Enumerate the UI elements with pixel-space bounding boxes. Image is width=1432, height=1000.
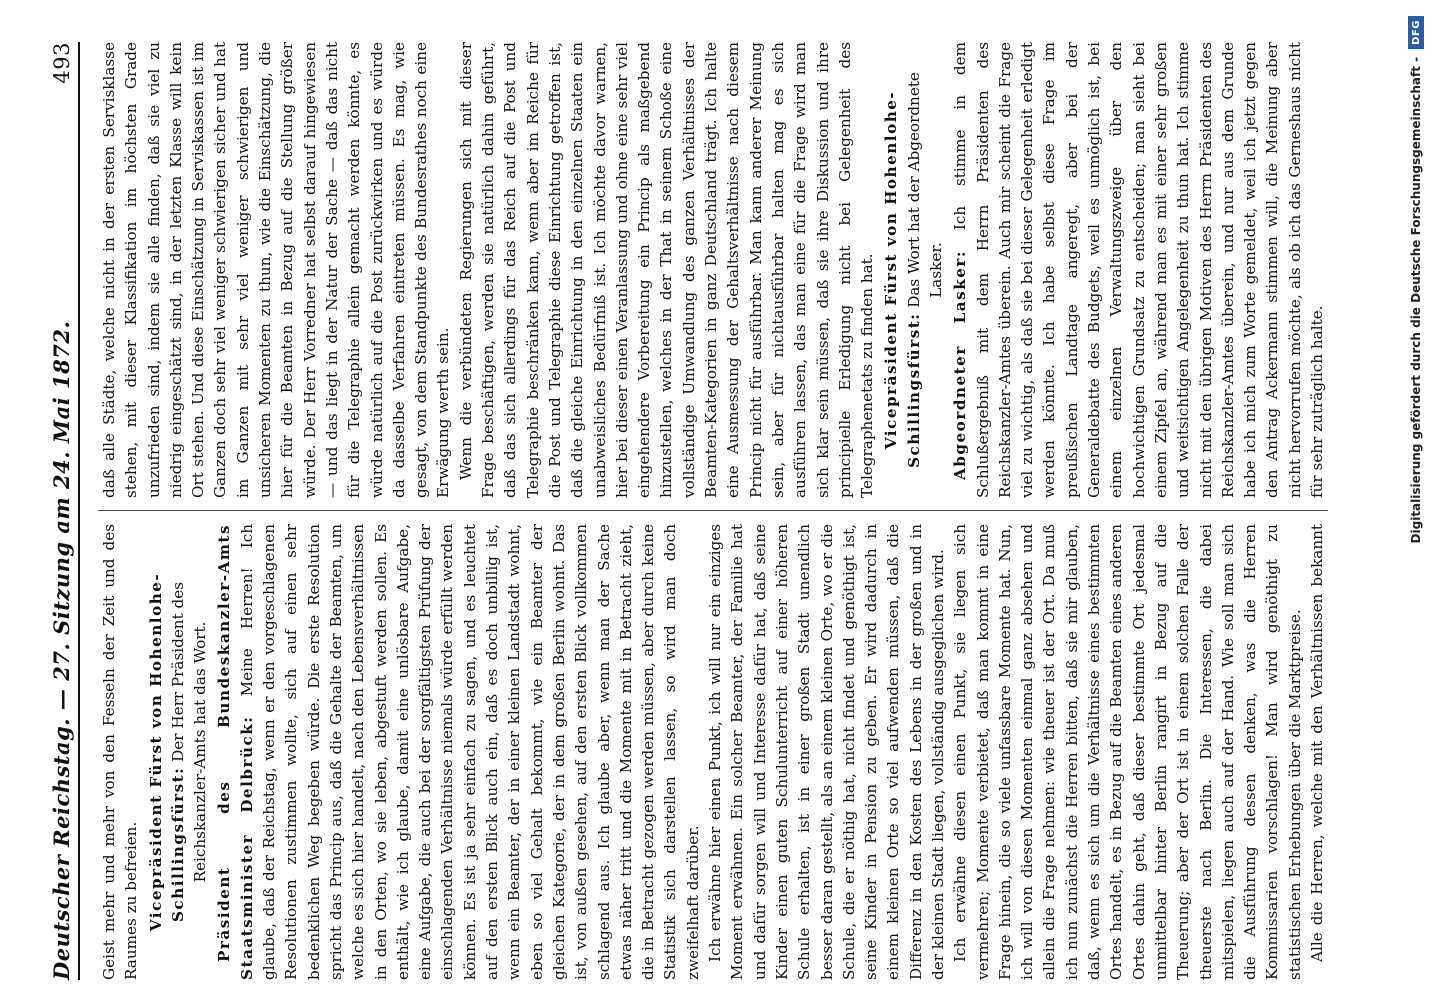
speaker-label: Vicepräsident Fürst von Hohenlohe-Schillingsfürst:: [146, 572, 187, 932]
right-paragraph-1: daß alle Städte, welche nicht in der ersten Servisklasse stehen, mit dieser Klassifikation im höchsten Grade unzufrieden sind, indem sie alle finden, daß sie viel zu niedrig eingeschätzt sind, in der letzten Klasse will kein Ort stehen. Und diese Einschätzung in Serviskassen ist im Ganzen doch sehr viel weniger schwierigen sicher und hat im Ganzen mit sehr viel weniger schwierigen und unsicheren Momenten zu thun, wie die Einschätzung, die hier für die Beamten in Bezug auf die Stellung größer würde. Der Herr Vorredner hat selbst darauf hingewiesen — und das liegt in der Natur der Sache — daß das nicht für die Telegraphie allein gemacht werden könnte, es würde natürlich auf die Post zurückwirken und es würde da dasselbe Verfahren eintreten müssen. Es mag, wie gesagt, von dem Standpunkte des Bundesrathes noch eine Erwägung werth sein.: [100, 42, 453, 498]
right-paragraph-4: [949, 42, 1328, 498]
page-number: 493: [50, 42, 74, 84]
left-column: [98, 524, 1328, 980]
speech-text: Das Wort hat der Abgeordnete Lasker.: [904, 72, 945, 308]
right-column: [98, 42, 1328, 498]
right-paragraph-2: Wenn die verbündeten Regierungen sich mit dieser Frage beschäftigen, werden sie natürlich dahin geführt, daß das sich allerdings für das Reich auf die Post und Telegraphie beschränken kann, wenn aber im Reiche für die Post und Telegraphie diese Einrichtung getroffen ist, daß die gleiche Einrichtung in den einzelnen Staaten ein unabweisliches Bedürfniß ist. Ich möchte davor warnen, hier bei dieser einen Veranlassung und ohne eine sehr viel eingehendere Vorbereitung ein Princip als maßgebend hinzustellen, welches in der That in seinem Schoße eine vollständige Umwandlung des ganzen Verhältnisses der Beamten-Kategorien in ganz Deutschland trägt. Ich halte eine Ausmessung der Gehaltsverhältnisse nach diesem Princip nicht für ausführbar. Man kann anderer Meinung sein, aber für nichtausführbar halten mag es sich ausführen lassen, das man eine für die Frage wird man sich klar sein müssen, daß sie ihre Diskussion und ihre principielle Erledigung nicht bei Gelegenheit des Telegraphenetats zu finden hat.: [456, 42, 877, 498]
speaker-label: Vicepräsident Fürst von Hohenlohe-Schillingsfürst:: [882, 90, 923, 468]
page-content: [40, 42, 1330, 980]
text-columns: [98, 42, 1328, 980]
running-head: [40, 42, 80, 980]
left-paragraph-3: [213, 524, 704, 980]
running-head-title: Deutscher Reichstag. — 27. Sitzung am 24. Mai 1872.: [49, 320, 74, 980]
dfg-logo: DFG: [1408, 16, 1424, 49]
speech-text: Der Herr Präsident des Reichskanzler-Amts hat das Wort.: [168, 581, 210, 883]
speaker-label: Abgeordneter Lasker:: [951, 250, 970, 480]
left-paragraph-2: [145, 524, 212, 980]
column-divider: [98, 511, 1328, 512]
right-paragraph-3: [880, 42, 947, 498]
speaker-label: Präsident des Bundeskanzler-Amts Staatsminister Delbrück:: [215, 524, 256, 980]
left-paragraph-4: Ich erwähne hier einen Punkt, ich will nur ein einziges Moment erwähnen. Ein solcher Beamter, der Familie hat und dafür sorgen will und Interesse dafür hat, daß seine Kinder einen guten Schulunterricht auf einer höheren Schule erhalten, ist in einer großen Stadt unendlich besser daran gestellt, als an einem kleinen Orte, wo er die Schule, die er nöthig hat, nicht findet und genöthigt ist, seine Kinder in Pension zu geben. Er wird dadurch in einem kleinen Orte so viel aufwenden müssen, daß die Differenz in den Kosten des Lebens in der großen und in der kleinen Stadt liegen, vollständig ausgeglichen wird.: [706, 524, 947, 980]
digitization-credit: [1400, 0, 1432, 1000]
speech-text: Meine Herren! Ich glaube, daß der Reichstag, wenn er den vorgeschlagenen Resolutionen zustimmen wollte, sich auf einen sehr bedenklichen Weg begeben würde. Die erste Resolution spricht das Princip aus, daß die Gehalte der Beamten, um welche es sich hier handelt, nach den Lebensverhältnissen in den Orten, wo sie leben, abgestuft werden sollen. Es enthält, wie ich glaube, damit eine unlösbare Aufgabe, eine Aufgabe, die auch bei der sorgfältigsten Prüfung der einschlagenden Verhältnisse niemals würde erfüllt werden können. Es ist ja sehr einfach zu sagen, und es leuchtet auf den ersten Blick auch ein, daß es doch unbillig ist, wenn ein Beamter, der in einer kleinen Landstadt wohnt, eben so viel Gehalt bekommt, wie ein Beamter der gleichen Kategorie, der in dem großen Berlin wohnt. Das ist, von außen gesehen, auf den ersten Blick vollkommen schlagend aus. Ich glaube aber, wenn man der Sache etwas näher tritt und die Momente mit in Betracht zieht, die in Betracht gezogen werden müssen, aber durch keine Statistik sich darstellen lassen, so wird man doch zweifelhaft darüber.: [237, 524, 702, 980]
left-paragraph-6: Alle die Herren, welche mit den Verhältnissen bekannt: [1308, 524, 1327, 962]
left-paragraph-1: Geist mehr und mehr von den Fesseln der Zeit und des Raumes zu befreien.: [100, 524, 141, 980]
left-paragraph-5: Ich erwähne diesen einen Punkt, sie liegen sich vermehren; Momente verbietet, daß man kommt in eine Frage hinein, die so viele unfassbare Momente hat. Nun, ich will von diesen Momenten einmal ganz absehen und allein die Frage nehmen: wie theuer ist der Ort. Da muß ich nun zunächst die Herren bitten, daß sie mir glauben, daß, wenn es sich um die Verhältnisse eines bestimmten Ortes handelt, es in Bezug auf die Beamten eines anderen Ortes dahin geht, daß dieser bestimmte Ort jedesmal unmittelbar hinter Berlin rangirt in Bezug auf die Theuerung; aber der Ort ist in einem solchen Falle der theuerste nach Berlin. Die Interessen, die dabei mitspielen, liegen auch auf der Hand. Wie soll man sich die Ausführung dessen denken, was die Herren Kommissarien vorschlagen! Man wird genöthigt zu statistischen Erhebungen über die Marktpreise.: [951, 524, 1304, 980]
credit-text: Digitalisierung gefördert durch die Deutsche Forschungsgemeinschaft -: [1409, 56, 1423, 544]
speech-text: Ich stimme in dem Schlußergebniß mit dem Herrn Präsidenten des Reichskanzler-Amtes überein. Auch mir scheint die Frage viel zu wichtig, als daß sie bei dieser Gelegenheit erledigt werden könnte. Ich habe selbst diese Frage im preußischen Landtage angeregt, aber bei der Generaldebatte des Budgets, weil es unmöglich ist, bei einem einzelnen Verwaltungszweige über den hochwichtigen Grundsatz zu entscheiden; man sieht bei einem Zipfel an, während man es mit einer sehr großen und weitsichtigen Angelegenheit zu thun hat. Ich stimme nicht mit den übrigen Motiven des Herrn Präsidenten des Reichskanzler-Amtes überein, und nur aus dem Grunde habe ich mich zum Worte gemeldet, weil ich jetzt gegen den Antrag Ackermann stimmen will, die Meinung aber nicht hervorrufen möchte, als ob ich das Gerneshaus nicht für sehr zuträglich halte.: [951, 42, 1327, 498]
